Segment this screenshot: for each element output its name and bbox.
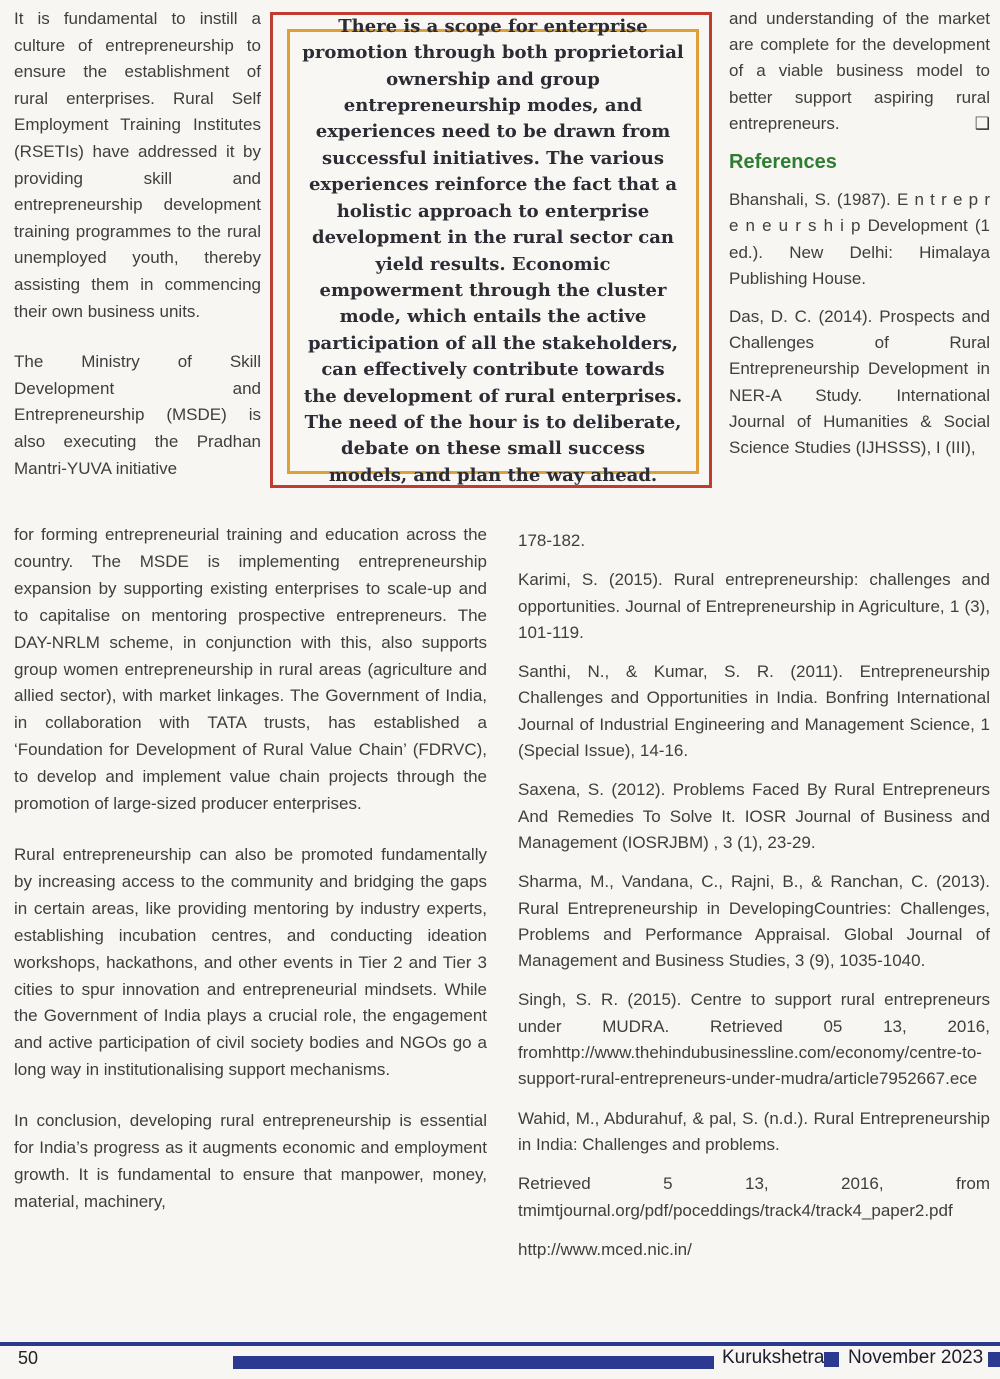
- reference-entry: http://www.mced.nic.in/: [518, 1239, 692, 1259]
- references-heading: References: [729, 151, 837, 174]
- article-paragraph: It is fundamental to instill a culture of entrepreneurship to ensure the establishment of rural enterprises. Rural Self Employment Training Institutes (RSETIs) have addressed it by providing skill and entrepreneurship development training programmes to the rural unemployed youth, thereby assisting them in commencing their own business units.: [14, 9, 261, 321]
- page-number: 50: [18, 1348, 39, 1368]
- article-paragraph: for forming entrepreneurial training and education across the country. The MSDE is implementing entrepreneurship expansion by supporting existing enterprises to scale-up and to capitalise on mentoring prospective entrepreneurs. The DAY-NRLM scheme, in conjunction with this, also supports group women entrepreneurship in rural areas (agriculture and allied sector), with market linkages. The Government of India, in collaboration with TATA trusts, has established a ‘Foundation for Development of Rural Value Chain’ (FDRVC), to develop and implement value chain projects through the promotion of large-sized producer enterprises.: [14, 525, 487, 814]
- reference-entry: Bhanshali, S. (1987). E n t r e p r e n e u r s h i p Development (1 ed.). New Delhi: Himalaya Publishing House.: [729, 190, 990, 288]
- reference-entry: Das, D. C. (2014). Prospects and Challenges of Rural Entrepreneurship Development in NER-A Study. International Journal of Humanities & Social Science Studies (IJHSSS), I (III),: [729, 307, 990, 458]
- footer-square-icon: [824, 1352, 839, 1367]
- reference-entry: Saxena, S. (2012). Problems Faced By Rural Entrepreneurs And Remedies To Solve It. IOSR Journal of Business and Management (IOSRJBM) , 3 (1), 23-29.: [518, 780, 990, 852]
- article-column-left-narrow: [14, 6, 261, 482]
- pull-quote-inner-border: [287, 15, 699, 486]
- article-column-left-wide: [14, 522, 487, 1216]
- end-of-article-icon: ❑: [974, 113, 990, 133]
- footer-square-icon: [988, 1352, 1000, 1367]
- reference-entry: Sharma, M., Vandana, C., Rajni, B., & Ranchan, C. (2013). Rural Entrepreneurship in DevelopingCountries: Challenges, Problems and Performance Appraisal. Global Journal of Management and Business Studies, 3 (9), 1035-1040.: [518, 872, 990, 971]
- article-paragraph: Rural entrepreneurship can also be promoted fundamentally by increasing access to the community and bridging the gaps in certain areas, like providing mentoring by industry experts, establishing incubation centres, and conducting ideation workshops, hackathons, and other events in Tier 2 and Tier 3 cities to spur innovation and entrepreneurial mindsets. While the Government of India plays a crucial role, the engagement and active participation of civil society bodies and NGOs go a long way in institutionalising support mechanisms.: [14, 844, 487, 1080]
- article-closing-paragraph: [729, 6, 990, 137]
- issue-date: November 2023: [848, 1347, 984, 1368]
- pull-quote-text: There is a scope for enterprise promotion through both proprietorial ownership and group entrepreneurship modes, and experiences need to be drawn from successful initiatives. The various experiences reinforce the fact that a holistic approach to enterprise development in the rural sector can yield results. Economic empowerment through the cluster mode, which entails the active participation of all the stakeholders, can effectively contribute towards the development of rural enterprises. The need of the hour is to deliberate, debate on these small success models, and plan the way ahead.: [302, 15, 684, 486]
- pull-quote-box: [270, 12, 712, 488]
- reference-entry: Wahid, M., Abdurahuf, & pal, S. (n.d.). Rural Entrepreneurship in India: Challenges and problems.: [518, 1108, 990, 1154]
- reference-entry: Santhi, N., & Kumar, S. R. (2011). Entrepreneurship Challenges and Opportunities in India. Bonfring International Journal of Industrial Engineering and Management Science, 1 (Special Issue), 14-16.: [518, 662, 990, 761]
- magazine-title: Kurukshetra: [722, 1347, 825, 1368]
- reference-entry: Retrieved 5 13, 2016, from tmimtjournal.org/pdf/poceddings/track4/track4_paper2.pdf: [518, 1174, 990, 1220]
- reference-entry: Karimi, S. (2015). Rural entrepreneurship: challenges and opportunities. Journal of Entrepreneurship in Agriculture, 1 (3), 101-119.: [518, 570, 990, 642]
- footer-bar: [233, 1356, 714, 1369]
- article-paragraph: In conclusion, developing rural entrepreneurship is essential for India’s progress as it augments economic and employment growth. It is fundamental to ensure that manpower, money, material, machinery,: [14, 1111, 487, 1211]
- reference-continuation: 178-182.: [518, 531, 586, 550]
- closing-text: and understanding of the market are complete for the development of a viable business model to better support aspiring rural entrepreneurs.: [729, 9, 990, 133]
- article-paragraph: The Ministry of Skill Development and Entrepreneurship (MSDE) is also executing the Pradhan Mantri-YUVA initiative: [14, 352, 261, 478]
- footer-divider: [0, 1342, 1000, 1346]
- article-column-right-narrow: [729, 6, 990, 461]
- reference-entry: Singh, S. R. (2015). Centre to support rural entrepreneurs under MUDRA. Retrieved 05 13, 2016, fromhttp://www.thehindubusinessline.com/economy/centre-to-support-rural-entrepreneurs-under-mudra/article7952667.ece: [518, 990, 990, 1089]
- references-column-right-wide: [518, 528, 990, 1263]
